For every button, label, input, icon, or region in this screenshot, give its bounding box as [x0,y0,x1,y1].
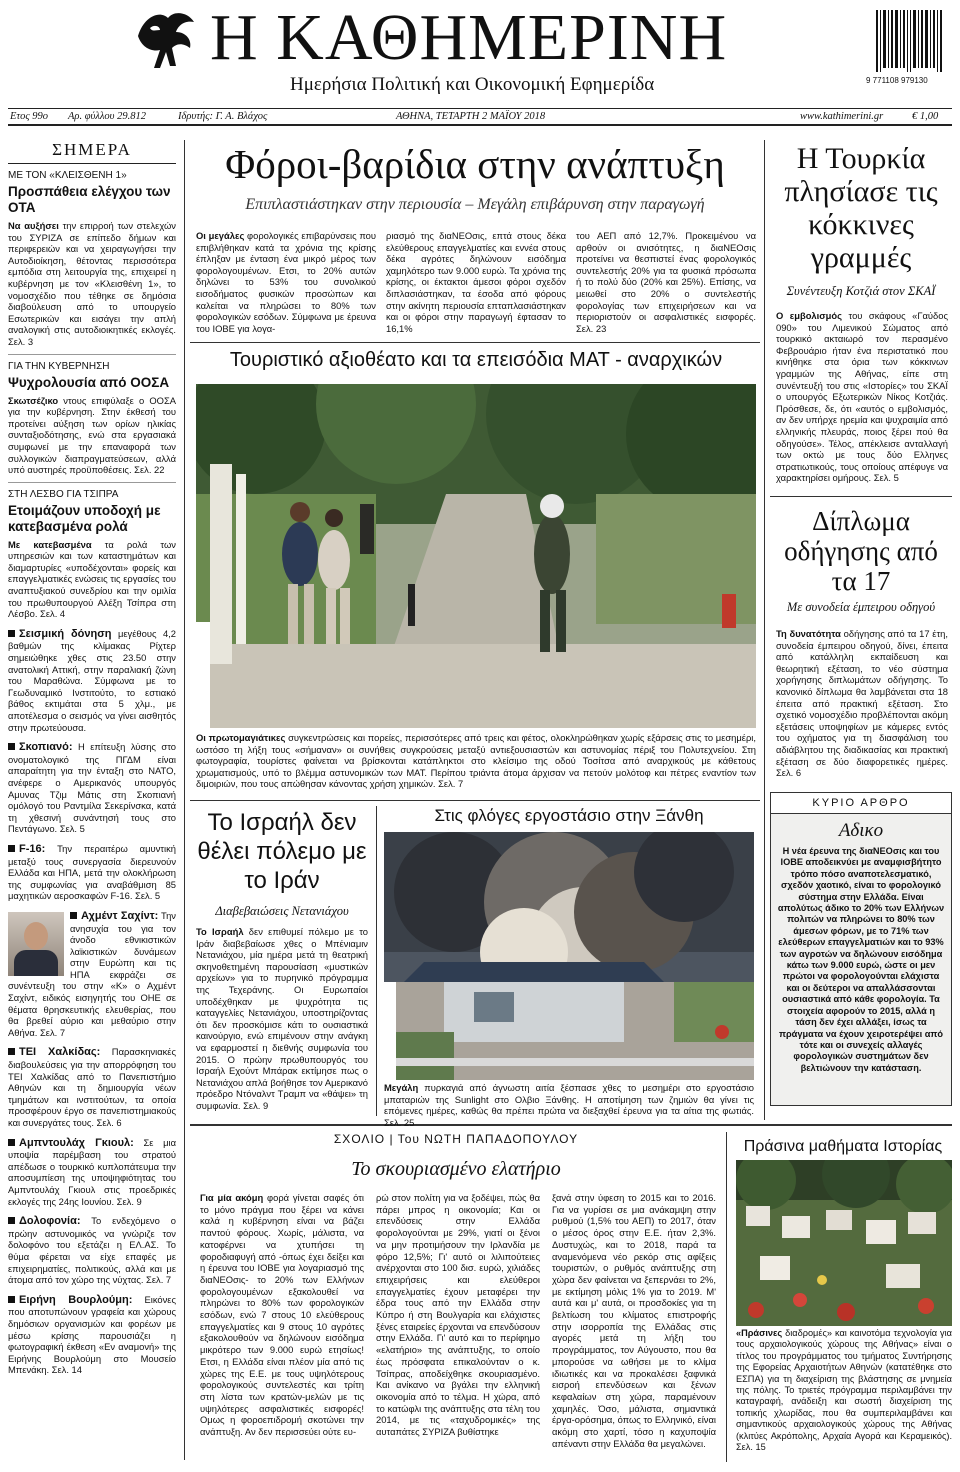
newspaper-title: Η ΚΑΘΗΜΕΡΙΝΗ [210,1,728,74]
bullet-square-icon [8,743,15,750]
commentary-column: ρώ στον πολίτη για να ξοδέψει, πώς θα πάρει μπρος η οικονομία; Και οι επενδύσεις στην Ελλάδα φορολογούνται με 29%, γιατί οι ξένοι να μην προτιμήσουν την Ιρλανδία με φόρο 12,5%; Γι' αυτό οι λιλιπούτειες ανέρχονται στο 100 δισ. ευρώ, χιλιάδες επιχειρήσεις και ελεύθεροι επαγγελματίες έχουν μεταφέρει την έδρα τους από την Ελλάδα στην Κύπρο ή στη Βουλγαρία και ελάχιστες ξένες εταιρείες έρχονται να επενδύσουν στην Ελλάδα. Γι' αυτό και το περίφημο «ελατήριο» της ανάπτυξης, το οποίο έως πρόσφατα επικαλούνταν ο κ. Τσίπρας, αποδείχθηκε σκουριασμένο. Και ανίκανο να βγάλει την ελληνική οικονομία από το τέλμα. Η χώρα, από το κατώφλι της ανάπτυξης στα τέλη του 2014, με τις «ταχυδρομικές» της αυταπάτες ΣΥΡΙΖΑ βυθίστηκε [376,1192,540,1438]
history-headline[interactable]: Πράσινα μαθήματα Ιστορίας [743,1138,943,1155]
story-kicker: ΜΕ ΤΟΝ «ΚΛΕΙΣΘΕΝΗ 1» [8,170,127,181]
photo-headline[interactable]: Τουριστικό αξιοθέατο και τα επεισόδια ΜΑΤ - αναρχικών [229,349,723,371]
israel-story-text: Το Ισραήλ δεν επιθυμεί πόλεμο με το Ιράν διαβεβαίωσε χθες ο Μπένιαμιν Νετανιάχου, μία ημέρα μετά τη θεατρική σκηνοθετημένη παρουσίαση «μυστικών αρχείων» για το πυρηνικό πρόγραμμα της Τεχεράνης. Οι Ευρωπαίοι υποδέχθηκαν με ψυχρότητα τις καταγγελίες Νετανιάχου, υποστηρίζοντας ότι δεν προσκόμισε κάτι το ουσιαστικά καινούργιο, ενώ επιμένουν στην ανάγκη να εφαρμοστεί η διεθνής συμφωνία του 2015. Ο πρώην πρωθυπουργός του Ισραήλ Εχούντ Μπάρακ εκτίμησε πως ο Νετανιάχου απλά βοήθησε τον Αμερικανό πρόεδρο Ντόναλντ Τραμπ να «θάψει» τη συμφωνία. Σελ. 9 [196,926,368,1111]
story-text: Να αυξήσει την επιρροή των στελεχών του ΣΥΡΙΖΑ σε επίπεδο δήμων και περιφερειών και να χειραγωγήσει την Αυτοδιοίκηση, θέτοντας περισσότερα εμπόδια στη λειτουργία της, επιχειρεί η κυβέρνηση με τον «Κλεισθένη 1», το νομοσχέδιο που τέθηκε σε δημόσια διαβούλευση από το υπουργείο Εσωτερικών και εισάγει την απλή αναλογική στις αυτοδιοικητικές εκλογές. Σελ. 3 [8,220,176,347]
info-line [8,108,952,126]
brief-item: ΤΕΙ Χαλκίδας: Παρασκηνιακές διαβουλεύσεις για την απορρόφηση του ΤΕΙ Χαλκίδας από το Πανεπιστήμιο Αθηνών και τη δημιουργία νέων τμημάτων και ινστιτούτων, τα οποία προσφέρουν έργο σε πανεπιστημιακούς και συνεργάτες τους. Σελ. 6 [8,1046,176,1128]
photo-caption: Μεγάλη πυρκαγιά από άγνωστη αιτία ξέσπασε χθες το μεσημέρι στο εργοστάσιο μπαταριών της Sunlight στο Ολβιο Ξάνθης. Η αποτίμηση των ζημιών θα γίνει τις επόμενες ημέρες, καθώς θα πρέπει πρώτα να διεξαχθεί έρευνα για τα αίτια της φωτιάς. Σελ. 25 [384,1082,754,1128]
editorial-label: ΚΥΡΙΟ ΑΡΘΡΟ [771,793,951,814]
bullet-square-icon [8,845,15,852]
main-story-body [196,230,756,334]
issue-label: Αρ. φύλλου 29.812 [68,111,146,122]
brief-item: Σεισμική δόνηση μεγέθους 4,2 βαθμών της κλίμακας Ρίχτερ σημειώθηκε χθες στις 23.50 στην ανατολική Αττική, στην παραλιακή ζώνη του Μαραθώνα. Σύμφωνα με το Γεωδυναμικό Ινστιτούτο, το εστιακό βάθος εκτιμάται στα 5 χλμ., με αποτέλεσμα ο σεισμός να γίνει αισθητός στην πρωτεύουσα. [8,627,177,733]
xanthi-headline[interactable]: Στις φλόγες εργοστάσιο στην Ξάνθη [434,806,704,825]
editorial-box [770,792,952,1106]
commentary-title[interactable]: Το σκουριασμένο ελατήριο [351,1158,561,1180]
bullet-square-icon [8,1217,15,1224]
main-subheadline: Επιπλαστιάστηκαν στην περιουσία – Μεγάλη επιβάρυνση στην παραγωγή [245,196,705,213]
divider [8,354,176,355]
year-label: Ετος 99ο [10,111,49,122]
barcode-icon [872,8,946,76]
brief-item: Αχμέντ Σαχίντ: Την ανησυχία του για τον άνοδο εθνικιστικών λαϊκιστικών δυνάμεων στην Ευρώπη και τις ΗΠΑ εκφράζει σε συνέντευξη του στην «Κ» ο Αχμέντ Σαχίντ, ειδικός εισηγητής του ΟΗΕ σε θέματα θρησκευτικής ελευθερίας, που θα βρεθεί αύριο και μεθαύριο στην Αθήνα. Σελ. 7 [8,909,176,1038]
story-kicker: ΣΤΗ ΛΕΣΒΟ ΓΙΑ ΤΣΙΠΡΑ [8,488,119,500]
newspaper-subtitle: Ημερήσια Πολιτική και Οικονομική Εφημερίδα [290,74,655,95]
column-rule [376,806,377,1116]
left-column [8,140,176,1376]
story-kicker: ΓΙΑ ΤΗΝ ΚΥΒΕΡΝΗΣΗ [8,360,110,372]
story-headline[interactable]: Προσπάθεια ελέγχου των ΟΤΑ [8,184,171,215]
barcode-digits: 9 771108 979130 [866,76,928,85]
license-headline[interactable]: Δίπλωμα οδήγησης από τα 17 [784,506,938,596]
bullet-square-icon [8,630,15,637]
license-story-text: Τη δυνατότητα οδήγησης από τα 17 έτη, συνοδεία έμπειρου οδηγού, δίνει, έπειτα από κατάλληλη εκπαίδευση και θεωρητική εξέταση, το νέο σύστημα χορήγησης διπλωμάτων οδήγησης. Το κανονικό δίπλωμα θα λαμβάνεται στα 18 έπειτα από πρακτική εξέταση. Στο σχετικό νομοσχέδιο προβλέπονται ακόμη εξετάσεις υποψηφίων με κάμερες εντός του οχήματος για τη διασφάλιση του αδιάβλητου της διαδικασίας και πρακτική εξέταση σε δύο διαφορετικές ημέρες. Σελ. 6 [776,628,948,779]
editorial-title[interactable]: Αδικο [838,820,884,841]
brief-item: Σκοπιανό: Η επίτευξη λύσης στο ονοματολογικό της ΠΓΔΜ είναι απαραίτητη για την ένταξη στο ΝΑΤΟ, ανέφερε ο Αμερικανός υπουργός Αμυνας Τζιμ Μάτις στη Σκοπιανή ομόλογό του Ραντμίλα Σεκερίνσκα, κατά τη χθεσινή συνάντησή τους στο Πεντάγωνο. Σελ. 5 [8,741,176,835]
section-rule [190,342,760,343]
today-header: ΣΗΜΕΡΑ [8,140,176,164]
commentary-column: ξανά στην ύφεση το 2015 και το 2016. Για να γυρίσει σε μια ανάκαμψη στην ρυθμού (1,5% του ΑΕΠ) το 2017, όταν ο μέσος όρος στην Ε.Ε. ήταν 2,3%. Δυστυχώς, και το 2018, παρά τα αναμενόμενα νέο ρεκόρ στις αφίξεις τουριστών, ο ρυθμός ανάπτυξης στη χώρα δεν φαίνεται να ξεπερνάει το 2%, με εκτίμηση μόλις 1% για το 2019. Μ' αυτά και μ' αυτά, οι προσδοκίες για τη βελτίωση του κλίματος επιστροφής στην ισορροπία της Ελλάδας στις αγορές μετά τη λήξη του προγράμματος, τον Αύγουστο, που θα μπορούσε να ωθήσει με το κλίμα ιδιωτικές και να προκαλέσει ξαφνικά εισροή επενδύσεων και ξένων κεφαλαίων στη χώρα, παραμένουν χαμηλές. Όσο, μάλιστα, σημαντικά έργα-ορόσημα, όπως το Ελληνικό, είναι ακόμη στο χαρτί, τόσο η καχυποψία απέναντι στην Ελλάδα θα μεγαλώνει. [552,1192,716,1449]
masthead [0,0,960,108]
date-label: ΑΘΗΝΑ, ΤΕΤΑΡΤΗ 2 ΜΑΪΟΥ 2018 [396,111,546,122]
license-subheadline: Με συνοδεία έμπειρου οδηγού [786,600,936,614]
bullet-square-icon [8,1296,15,1303]
column-rule [764,140,765,1120]
column-rule [726,1132,727,1462]
column-rule [184,140,185,1460]
main-story-column: του ΑΕΠ από 12,7%. Προκειμένου να αρθούν οι ανισότητες, η διαΝΕΟσις προτείνει να θεσπιστεί ένας φορολογικός συντελεστής 20% για τα φυσικά πρόσωπα ή το πολύ δύο (20% και 25%). Επίσης, να μειωθεί στο 20% ο συντελεστής φορολογίας των επιχειρήσεων και να περιοριστούν οι ασφαλιστικές εισφορές. Σελ. 23 [576,230,756,334]
brief-item: Αμπντουλάχ Γκιουλ: Σε μια υποψία παρέμβαση του στρατού απέδωσε ο τουρκικό κυπλοπάτευμα την αποσυμπίεση της υποψηφιότητας του Αμπντουλάχ Γκιουλ στις προεδρικές εκλογές της 24ης Ιουνίου. Σελ. 9 [8,1136,176,1207]
commentary-body [200,1192,716,1449]
founder-label: Ιδρυτής: Γ. Α. Βλάχος [178,111,268,122]
griffin-logo-icon [130,6,200,76]
photo-caption: «Πράσινες διαδρομές» και καινοτόμα τεχνολογία για τους αρχαιολογικούς χώρους της Αθήνας» είναι ο τίτλος του προγράμματος του τμήματος Συντήρησης της Εφορείας Αρχαιοτήτων Αθηνών (κατατέθηκε στο ΕΣΠΑ) για τη διαχείριση της βλάστησης σε μνημεία της πόλης. Το τριετές πρόγραμμα περιλαμβάνει την καταγραφή, ανάδειξη και σωστή διαχείριση της τοπικής χλωρίδας, που θα συμπεριλαμβάνει και σημαντικούς αρχαιολογικούς χώρους της Αθήνας (κλιτύες Ακρόπολης, Αρχαία Αγορά και Κεραμεικός). Σελ. 15 [736,1328,952,1453]
editorial-text: Η νέα έρευνα της διαΝΕΟσις και του ΙΟΒΕ αποδεικνύει με αναμφισβήτητο τρόπο πόσο αναποτελεσματικό, σχεδόν χαοτικό, είναι το φορολογικό σύστημα στην Ελλάδα. Είναι απολύτως άδικο το 20% των Ελλήνων πολιτών να πληρώνει το 80% των άμεσων φόρων, με το 71% των ελεύθερων επαγγελματιών και το 93% των αγροτών να δηλώνουν εισόδημα κάτω των 9.000 ευρώ, ώστε οι μεν πρώτοι να φορολογούνται ελάχιστα και οι δεύτεροι να απαλλάσσονται ουσιαστικά από κάθε φορολογία. Τα στοιχεία αφορούν το 2015, αλλά η τάση δεν έχει αλλάξει, ίσως τα πράγματα να έχουν χειροτερέψει από τότε και οι συνεχείς αλλαγές φορολογικών συστημάτων δεν βελτιώνουν την κατάσταση. [777,846,945,1073]
story-text: Σκωτσέζικο ντους επιφύλαξε ο ΟΟΣΑ για την κυβέρνηση. Στην έκθεσή του προτείνει αύξηση των ορίων ηλικίας συνταξιοδότησης, ενώ στα εργασιακά συμφωνεί με την επαναφορά των συλλογικών διαπραγματεύσεων, αλλά υπό αυστηρές προϋποθέσεις. Σελ. 22 [8,394,176,476]
archaeological-garden-photo [736,1160,952,1326]
main-headline[interactable]: Φόροι-βαρίδια στην ανάπτυξη [225,141,725,187]
main-story-column: Οι μεγάλες φορολογικές επιβαρύνσεις που επιβλήθηκαν κατά τα χρόνια της κρίσης έπληξαν με ένταση ένα μικρό μέρος των φορολογουμένων. Ετσι, το 20% αυτών δηλώνει το 53% του συνολικού εισοδήματος φυσικών προσώπων και καλείται να πληρώσει το 80% των φορολογικών εσόδων. Σύμφωνα με έρευνα του ΙΟΒΕ για λογα- [196,230,377,334]
bullet-square-icon [8,1139,15,1146]
bullet-square-icon [8,1048,15,1055]
section-rule [770,496,952,497]
turkey-subheadline: Συνέντευξη Κοτζιά στον ΣΚΑΪ [786,284,936,298]
brief-item: Ειρήνη Βουρλούμη: Εικόνες που αποτυπώνουν γραφεία και χώρους δημόσιων οργανισμών και φορέων με μέσω κρίσης παρουσιάζει η φωτογραφική έκθεση «Εν αναμονή» της Ειρήνης Βουρλούμη στο Μουσείο Μπενάκη. Σελ. 14 [8,1293,176,1376]
price-label: € 1,00 [912,111,939,122]
factory-fire-photo [384,832,754,1080]
brief-item: Δολοφονία: Το ενδεχόμενο ο πρώην αστυνομικός να γνώριζε τον δολοφόνο του εξετάζει η ΕΛ.ΑΣ. Το θύμα φέρεται να είχε επαφές με επιχειρηματίες, πολιτικούς, αλλά και με άτομα από τον χώρο της νύχτας. Σελ. 7 [8,1215,176,1286]
story-text: Με κατεβασμένα τα ρολά των υπηρεσιών και των καταστημάτων και διαμαρτυρίες «υποδέχονται» φορείς και επαγγελματικές ενώσεις τις εργασίες του αναπτυξιακού συνεδρίου και την ομιλία του πρωθυπουργού Αλέξη Τσίπρα στη Λέσβο. Σελ. 4 [8,538,176,620]
story-headline[interactable]: Ψυχρολουσία από ΟΟΣΑ [8,374,170,390]
turkey-headline[interactable]: Η Τουρκία πλησίασε τις κόκκινες γραμμές [784,142,938,274]
bullet-square-icon [70,912,77,919]
section-rule [190,800,760,801]
israel-subheadline: Διαβεβαιώσεις Νετανιάχου [215,904,349,918]
main-story-column: ριασμό της διαΝΕΟσις, επτά στους δέκα ελεύθερους επαγγελματίες και εννέα στους δέκα αγρότες δηλώνουν εισόδημα χαμηλότερο των 9.000 ευρώ. Τα χρόνια της κρίσης, οι έκτακτοι άμεσοι φόροι σχεδόν διπλασιάστηκαν, τα έσοδα από φόρους στην ακίνητη περιουσία επταπλασιάστηκαν και οι φόροι στην παραγωγή έφτασαν το 16,1% [386,230,566,334]
commentary-label: ΣΧΟΛΙΟ | Του ΝΩΤΗ ΠΑΠΑΔΟΠΟΥΛΟΥ [333,1132,579,1146]
website-link[interactable]: www.kathimerini.gr [800,111,884,122]
brief-item: F-16: Την περαιτέρω αμυντική μεταξύ τους συνεργασία διερευνούν Ελλάδα και ΗΠΑ, μετά την ολοκλήρωση της συμφωνίας για αναβάθμιση 85 μαχητικών αεροσκαφών F-16. Σελ. 5 [8,842,176,902]
story-headline[interactable]: Ετοιμάζουν υποδοχή με κατεβασμένα ρολά [8,502,161,534]
divider [8,482,176,483]
avatar [8,912,64,976]
commentary-column: Για μία ακόμη φορά γίνεται σαφές ότι το μόνο πράγμα που ξέρει να κάνει καλά η κυβέρνηση είναι να βάζει παντού φόρους. Χωρίς, μάλιστα, να κατοφέρνει να χτυπήσει τη φοροδιαφυγή από -όπως έχει δείξει και η έρευνα του ΙΟΒΕ για λογαριασμό της διαΝΕΟσις- το 20% των Ελλήνων φορολογουμένων εξακολουθεί να πληρώνει το 80% των φορολογικών εσόδων, ενώ 7 στους 10 ελεύθερους επαγγελματίες και 9 στους 10 αγρότες εξακολουθούν να δηλώνουν εισόδημα μικρότερο των 9.000 ευρώ ετησίως! Ετσι, η Ελλάδα είναι πλέον μία από τις χώρες της Ε.Ε. με τους υψηλότερους φορολογικούς συντελεστές και τρίτη στη λίστα των κρατών-μελών με τις υψηλότερες ασφαλιστικές εισφορές! Ομως η φοροεπιδρομή σκοτώνει την ανάπτυξη. Αν δεν περισσεύει ούτε ευ- [200,1192,364,1438]
riot-police-street-photo [196,384,756,728]
israel-headline[interactable]: Το Ισραήλ δεν θέλει πόλεμο με το Ιράν [197,809,367,894]
turkey-story-text: Ο εμβολισμός του σκάφους «Γαύδος 090» του Λιμενικού Σώματος από τουρκικό ακταιωρό τον περασμένο Φεβρουάριο ήταν ένα περιστατικό που κινήθηκε στα όρια των κόκκινων γραμμών της Αθήνας, είπε στη συνέντευξή του στις «Ιστορίες» του ΣΚΑΪ ο υπουργός Εξωτερικών Νίκος Κοτζιάς. Πρόσθεσε, δε, ότι «αυτός ο εμβολισμός, αν δεν υπήρχε ηρεμία και ψυχραιμία από ελληνικής πλευράς, ποιος ξέρει πού θα οδηγούσε». Τέλος, απέκλεισε ανταλλαγή των οκτώ με τους δύο Ελληνες στρατιωτικούς, τους οποίους απέφυγε να χαρακτηρίσει ομήρους. Σελ. 5 [776,310,948,484]
photo-caption: Οι πρωτομαγιάτικες συγκεντρώσεις και πορείες, περισσότερες από τρεις και φέτος, ολοκληρώθηκαν χωρίς εξάρσεις στις το μεσημέρι, ωστόσο τη λήξη τους «σήμαναν» οι συνήθεις συγκρούσεις μεταξύ αντιεξουσιαστών και αστυνομίας πέριξ του Πολυτεχνείου. Στη φωτογραφία, τουρίστες φαίνεται να βρίσκονται κατάπληκτοι στο κλείσιμο της οδού Τοσίτσα από αναρχικούς με κάθετους χρωματισμούς, υπό το βλέμμα αστυνομικών των ΜΑΤ. Περίπου τριάντα άτομα άρχισαν να πετούν μολότοφ και πέτρες εναντίον των διμοιριών, που τους απώθησαν κάνοντας χρήση χημικών. Σελ. 7 [196,732,756,790]
